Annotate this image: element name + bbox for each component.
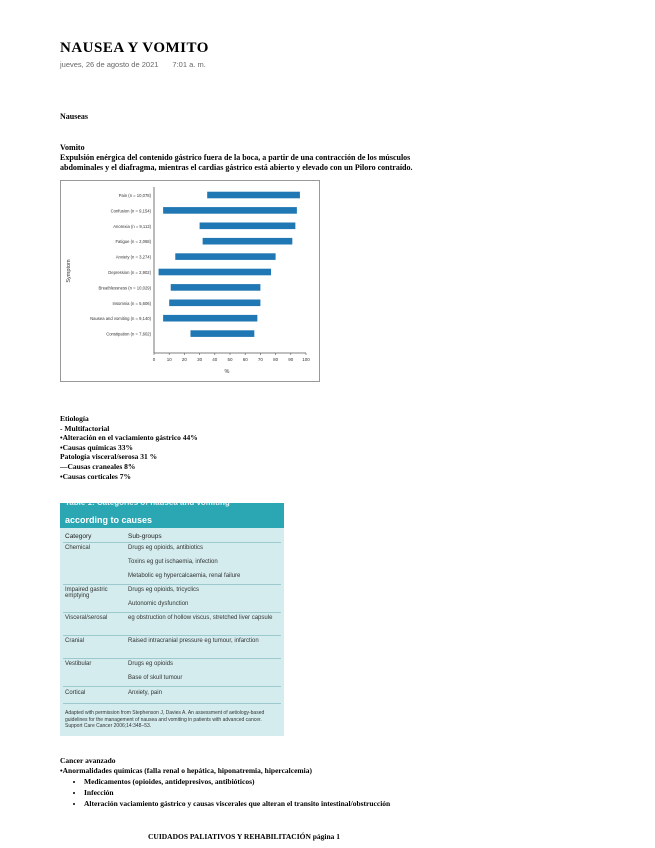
x-tick-label: 80: [273, 357, 279, 362]
cancer-heading: Cancer avanzado: [60, 756, 116, 765]
row-subgroup: Autonomic dysfunction: [128, 601, 189, 607]
chart-bar: [171, 284, 261, 291]
chart-bar: [203, 238, 293, 245]
etiologia-line: Patología visceral/serosa 31 %: [60, 452, 158, 462]
table-divider: [63, 658, 281, 659]
x-tick-label: 20: [181, 357, 187, 362]
list-item: • Alteración vaciamiento gástrico y causas viscerales que alteran el transito intestinal/obstrucción: [84, 798, 480, 809]
y-tick-label: Insomnia (n = 5,606): [112, 300, 151, 306]
table-source-note: Adapted with permission from Stephenson J, Davies A. An assessment of aetiology-based guidelines for the management of nausea and vomiting in patients with advanced cancer. Support Care Cancer 2006;14:348–53.: [65, 710, 265, 729]
row-category: Chemical: [65, 545, 91, 551]
cancer-list: [60, 776, 480, 809]
table-divider: [63, 635, 281, 636]
etiologia-line: - Multifactorial: [60, 423, 110, 433]
y-tick-label: Pain (n = 10,078): [118, 193, 151, 198]
vomito-definition: Expulsión enérgica del contenido gástrico fuera de la boca, a partir de una contracción de los músculos abdominales y el diafragma, mientras el cardias gástrico está abierto y elevado con un Piloro contraído.: [60, 153, 413, 172]
col-category-header: Category: [65, 533, 92, 540]
page-footer: CUIDADOS PALIATIVOS Y REHABILITACIÓN página 1: [148, 832, 341, 841]
x-axis-label: %: [224, 369, 230, 375]
symptom-chart: [60, 180, 320, 382]
table-divider: [63, 584, 281, 585]
etiologia-line: —Causas craneales 8%: [60, 461, 136, 471]
symptom-chart-svg: [61, 181, 319, 381]
etiologia-line: •Causas químicas 33%: [60, 442, 134, 452]
row-category: Visceral/serosal: [65, 615, 108, 621]
list-item: • Medicamentos (opioides, antidepresivos, antibióticos): [84, 776, 480, 787]
x-tick-label: 50: [227, 357, 233, 362]
table-divider: [63, 686, 281, 687]
row-subgroup: Toxins eg gut ischaemia, infection: [128, 559, 218, 565]
table-divider: [63, 542, 281, 543]
etiologia-section: [60, 414, 360, 481]
page-title: NAUSEA Y VOMITO: [60, 40, 209, 56]
row-subgroup: Drugs eg opioids, antibiotics: [128, 545, 204, 551]
note-meta: [60, 60, 206, 69]
table-divider: [63, 612, 281, 613]
y-tick-label: Nausea and vomiting (n = 9,140): [90, 316, 151, 322]
etiologia-line: •Alteración en el vaciamiento gástrico 44%: [60, 433, 198, 443]
chart-bar: [159, 269, 271, 276]
chart-bar: [190, 330, 254, 337]
y-tick-label: Confusion (n = 9,154): [110, 208, 151, 214]
note-time: 7:01 a. m.: [172, 60, 206, 69]
x-tick-label: 30: [197, 357, 203, 362]
table-title: according to causes: [65, 515, 153, 525]
vomito-heading: Vomito: [60, 143, 85, 152]
x-tick-label: 0: [152, 357, 156, 362]
y-tick-label: Depression (n = 2,902): [108, 270, 151, 275]
x-tick-label: 40: [212, 357, 218, 362]
x-tick-label: 100: [302, 357, 310, 362]
nauseas-heading: Nauseas: [60, 112, 89, 121]
col-subgroups-header: Sub-groups: [128, 533, 162, 540]
table-title-cut: Table 1: Categories of nausea and vomiting: [65, 498, 230, 507]
row-subgroup: eg obstruction of hollow viscus, stretched liver capsule: [128, 615, 273, 621]
x-tick-label: 60: [242, 357, 248, 362]
chart-bar: [207, 192, 300, 199]
etiologia-line: •Causas corticales 7%: [60, 471, 131, 481]
x-tick-label: 90: [288, 357, 294, 362]
row-subgroup: Metabolic eg hypercalcaemia, renal failure: [128, 573, 241, 579]
row-category: Impaired gastric emptying: [65, 587, 108, 599]
cancer-intro: •Anormalidades químicas (falla renal o hepática, hiponatremia, hipercalcemia): [60, 766, 312, 775]
chart-bar: [200, 223, 296, 230]
chart-bar: [163, 207, 297, 214]
row-category: Cranial: [65, 638, 85, 644]
row-subgroup: Drugs eg opioids: [128, 661, 174, 667]
y-axis-label: Symptom: [66, 259, 72, 283]
y-tick-label: Fatigue (n = 2,068): [115, 239, 151, 245]
row-subgroup: Base of skull tumour: [128, 675, 183, 681]
x-tick-label: 70: [257, 357, 263, 362]
y-tick-label: Breathlessness (n = 10,029): [98, 285, 151, 291]
chart-bar: [175, 253, 275, 260]
y-tick-label: Anxiety (n = 3,274): [115, 254, 151, 260]
table-divider: [63, 703, 281, 704]
row-category: Vestibular: [65, 661, 92, 667]
row-subgroup: Raised intracranial pressure eg tumour, infarction: [128, 638, 259, 644]
row-subgroup: Drugs eg opioids, tricyclics: [128, 587, 200, 593]
y-tick-label: Constipation (n = 7,602): [106, 331, 151, 337]
table-header-band: [60, 498, 284, 528]
cancer-section: [60, 756, 480, 809]
chart-bar: [163, 315, 257, 322]
x-tick-label: 10: [166, 357, 172, 362]
list-item: • Infección: [84, 787, 480, 798]
y-tick-label: Anorexia (n = 9,113): [113, 223, 151, 229]
row-category: Cortical: [65, 690, 86, 696]
row-subgroup: Anxiety, pain: [128, 690, 162, 696]
note-date: jueves, 26 de agosto de 2021: [60, 60, 159, 69]
chart-bar: [169, 300, 260, 307]
etiologia-heading: Etiología: [60, 414, 89, 423]
causes-table-image: [60, 498, 284, 736]
